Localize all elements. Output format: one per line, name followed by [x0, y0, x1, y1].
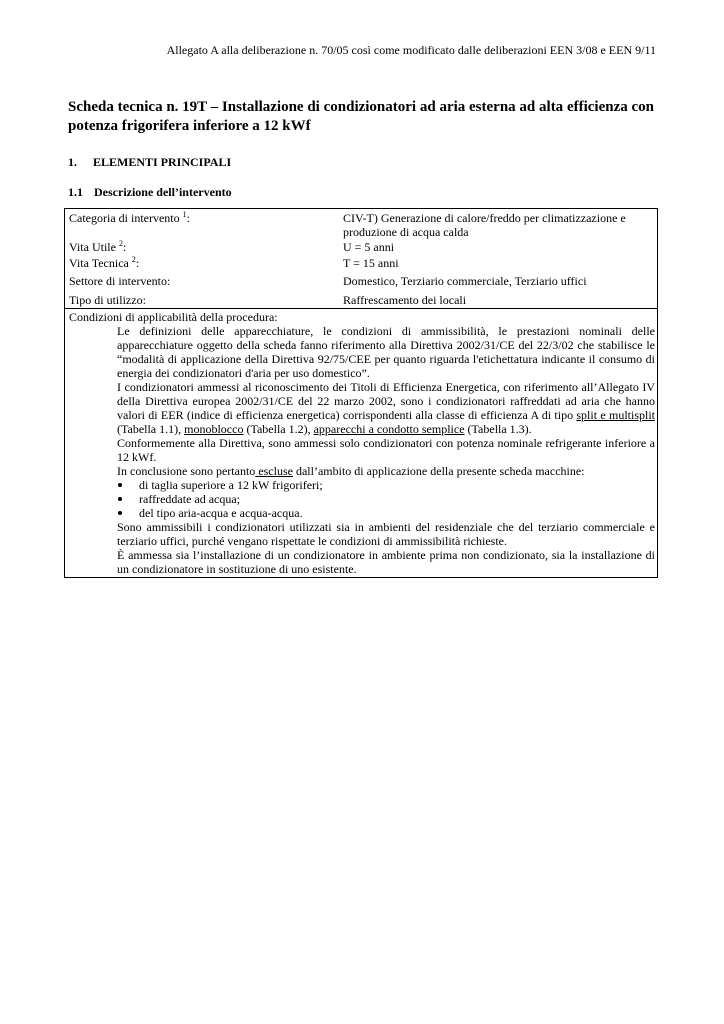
table-row-vita-tecnica [65, 256, 657, 274]
row-label: Settore di intervento: [69, 274, 171, 288]
footnote-ref: 1 [182, 210, 187, 219]
section-number: 1. [68, 155, 77, 169]
table-row-settore [65, 274, 657, 293]
row-value: T = 15 anni [343, 256, 399, 270]
table-row-tipo-utilizzo [65, 293, 657, 308]
document-title: Scheda tecnica n. 19T – Installazione di condizionatori ad aria esterna ad alta efficienza con potenza frigorifera inferiore a 12 kWf [68, 99, 654, 134]
footnote-ref: 2 [131, 255, 136, 264]
row-label: Vita Utile $^2$: [69, 239, 127, 254]
underlined-term: monoblocco [184, 422, 244, 436]
header-note: Allegato A alla deliberazione n. 70/05 così come modificato dalle deliberazioni EEN 3/08 e EEN 9/11 [166, 43, 656, 57]
subsection-heading-1-1 [68, 185, 232, 200]
exclusion-list [117, 478, 655, 520]
table-row-categoria [65, 209, 657, 240]
row-value: U = 5 anni [343, 240, 395, 254]
conditions-box [65, 308, 657, 577]
subsection-number: 1.1 [68, 185, 83, 199]
list-item: raffreddate ad acqua; [117, 492, 655, 506]
footnote-ref: 2 [118, 239, 123, 248]
row-label: Vita Tecnica $^2$: [69, 255, 140, 270]
underlined-term: split e multisplit [576, 408, 656, 422]
table-row-vita-utile [65, 240, 657, 256]
section-title: ELEMENTI PRINCIPALI [93, 155, 232, 169]
subsection-title: Descrizione dell’intervento [94, 185, 232, 199]
list-item: del tipo aria-acqua e acqua-acqua. [117, 506, 655, 520]
conditions-paragraph: Sono ammissibili i condizionatori utilizzati sia in ambienti del residenziale che del terziario commerciale e terziario uffici, purché vengano rispettate le condizioni di ammissibilità richieste. [117, 520, 655, 548]
conditions-paragraph: I condizionatori ammessi al riconoscimento dei Titoli di Efficienza Energetica, con riferimento all’Allegato IV della Direttiva europea 2002/31/CE del 22 marzo 2002, sono i condizionatori raffreddati ad aria che hanno valori di EER (indice di efficienza energetica) corrispondenti alla classe di efficienza A di tipo split e multisplit (Tabella 1.1), monoblocco (Tabella 1.2), apparecchi a condotto semplice (Tabella 1.3). [117, 380, 656, 436]
section-heading-1 [68, 155, 231, 170]
underlined-term: escluse [255, 464, 293, 478]
conditions-paragraph: Conformemente alla Direttiva, sono ammessi solo condizionatori con potenza nominale refrigerante inferiore a 12 kWf. [117, 436, 655, 464]
list-item: di taglia superiore a 12 kW frigoriferi; [117, 478, 655, 492]
conditions-paragraph: In conclusione sono pertanto escluse dall’ambito di applicazione della presente scheda macchine: [117, 464, 585, 478]
conditions-heading: Condizioni di applicabilità della procedura: [69, 310, 278, 324]
underlined-term: apparecchi a condotto semplice [313, 422, 465, 436]
row-label: Tipo di utilizzo: [69, 293, 146, 307]
row-value: CIV-T) Generazione di calore/freddo per climatizzazione e produzione di acqua calda [343, 211, 626, 239]
row-value: Raffrescamento dei locali [343, 293, 467, 307]
row-value: Domestico, Terziario commerciale, Terziario uffici [343, 274, 587, 288]
conditions-body [69, 324, 657, 576]
conditions-paragraph: È ammessa sia l’installazione di un condizionatore in ambiente prima non condizionato, sia la installazione di un condizionatore in sostituzione di uno esistente. [117, 548, 655, 576]
intervention-table [64, 208, 658, 578]
row-label: Categoria di intervento $^1$: [69, 210, 190, 225]
conditions-paragraph: Le definizioni delle apparecchiature, le condizioni di ammissibilità, le prestazioni nominali delle apparecchiature oggetto della scheda fanno riferimento alla Direttiva 2002/31/CE del 22/3/02 che stabilisce le “modalità di applicazione della Direttiva 92/75/CEE per quanto riguarda l'etichettatura indicante il consumo di energia dei condizionatori d'aria per uso domestico”. [117, 324, 655, 380]
